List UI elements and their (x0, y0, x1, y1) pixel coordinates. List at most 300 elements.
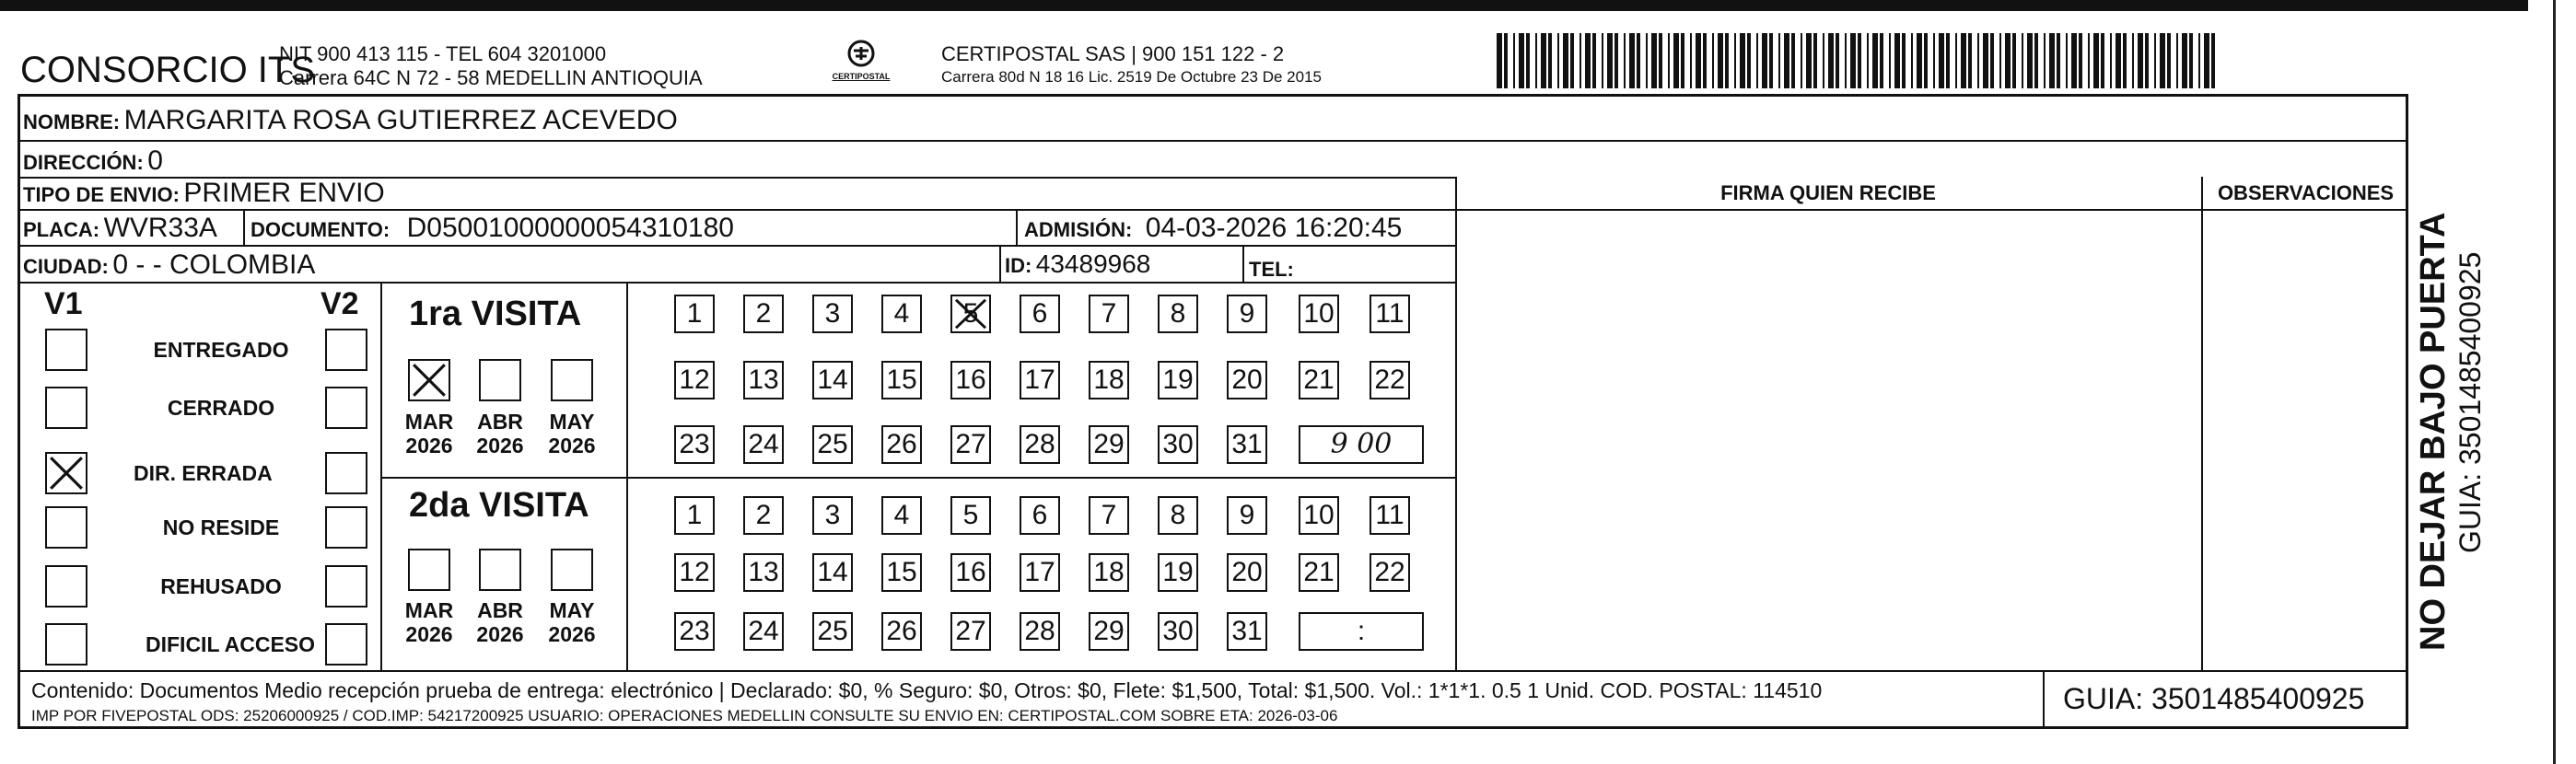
barcode-bar (1990, 33, 1994, 88)
barcode-bar (1894, 33, 1900, 88)
ciudad-label: CIUDAD: (23, 255, 109, 278)
status-label: ENTREGADO (153, 338, 289, 362)
barcode-bar (2101, 33, 2104, 88)
barcode-bar (1690, 33, 1692, 88)
barcode-bar (2204, 33, 2209, 88)
month-year: 2026 (405, 622, 453, 646)
day-box[interactable] (1227, 553, 1267, 592)
day-box[interactable] (674, 553, 715, 592)
barcode-bar (1563, 33, 1568, 88)
barcode-bar (2093, 33, 2099, 88)
barcode-bar (1961, 33, 1966, 88)
barcode-bar (2022, 33, 2023, 88)
day-box[interactable] (1158, 553, 1198, 592)
company-info-line-1: NIT 900 413 115 - TEL 604 3201000 (279, 42, 607, 65)
day-number: 25 (817, 616, 848, 646)
day-number: 1 (686, 298, 703, 329)
day-box[interactable] (881, 425, 922, 464)
panel-divider (626, 282, 628, 670)
v1-checkbox[interactable] (45, 506, 87, 549)
tipo-envio-value: PRIMER ENVIO (183, 178, 385, 208)
first-visit-label: 1ra VISITA (409, 295, 582, 333)
x-mark-icon (47, 454, 86, 492)
day-box[interactable] (1158, 496, 1198, 535)
day-number: 21 (1303, 557, 1335, 587)
barcode-bar (2160, 33, 2165, 88)
barcode-bar (1668, 33, 1670, 88)
day-number: 18 (1093, 365, 1125, 395)
day-number: 22 (1374, 557, 1405, 587)
day-box[interactable] (1370, 496, 1410, 535)
day-number: 12 (679, 557, 710, 587)
observations-area[interactable] (2203, 211, 2407, 668)
barcode-bar (2005, 33, 2011, 88)
v2-checkbox[interactable] (325, 506, 367, 549)
barcode-bar (1917, 33, 1922, 88)
day-box[interactable] (950, 361, 991, 399)
day-number: 29 (1093, 429, 1125, 459)
tipo-envio-label: TIPO DE ENVIO: (23, 183, 180, 206)
day-number: 30 (1162, 616, 1194, 646)
v1-checkbox[interactable] (45, 329, 87, 371)
barcode-bar (2189, 33, 2193, 88)
day-box[interactable] (812, 496, 853, 535)
barcode-bar (1872, 33, 1878, 88)
day-number: 5 (962, 500, 979, 530)
day-box[interactable] (1020, 553, 1060, 592)
day-box[interactable] (1089, 496, 1129, 535)
day-number: 1 (686, 500, 703, 530)
barcode-bar (1769, 33, 1773, 88)
day-box[interactable] (743, 553, 784, 592)
row-divider (17, 282, 1455, 284)
month-checkbox[interactable] (551, 549, 593, 591)
day-box[interactable] (1089, 553, 1129, 592)
barcode-bar (1497, 33, 1502, 88)
direccion-value: 0 (147, 145, 163, 176)
month-checkbox[interactable] (551, 359, 593, 401)
day-box[interactable] (743, 295, 784, 333)
barcode-bar (2154, 33, 2156, 88)
day-box[interactable] (1227, 425, 1267, 464)
day-box[interactable] (1370, 361, 1410, 399)
day-box[interactable] (1089, 295, 1129, 333)
company-name: CONSORCIO ITS (20, 50, 316, 90)
visit-divider (380, 477, 1455, 479)
month-name: ABR (477, 598, 523, 622)
day-box[interactable] (743, 496, 784, 535)
nombre-label: NOMBRE: (23, 110, 121, 133)
barcode-bar (1526, 33, 1530, 88)
day-box[interactable] (674, 496, 715, 535)
barcode-bar (2138, 33, 2143, 88)
day-box[interactable] (1299, 553, 1339, 592)
barcode-bar (1734, 33, 1736, 88)
top-border (0, 0, 2528, 11)
day-number: 5 (962, 298, 979, 329)
day-number: 7 (1101, 298, 1117, 329)
company-info-line-2: Carrera 64C N 72 - 58 MEDELLIN ANTIOQUIA (279, 66, 703, 89)
day-number: 22 (1374, 365, 1405, 395)
day-box[interactable] (950, 425, 991, 464)
certipostal-logo (824, 37, 898, 92)
placa-value: WVR33A (103, 213, 217, 243)
firma-header: FIRMA QUIEN RECIBE (1720, 181, 1936, 204)
v2-checkbox[interactable] (325, 452, 367, 494)
barcode-bar (1880, 33, 1883, 88)
day-box[interactable] (1158, 425, 1198, 464)
barcode-bar (1712, 33, 1714, 88)
day-number: 8 (1170, 298, 1186, 329)
barcode-bar (2044, 33, 2046, 88)
v1-checkbox[interactable] (45, 387, 87, 429)
x-mark-icon (952, 296, 989, 331)
barcode-bar (1939, 33, 1944, 88)
day-box[interactable] (881, 361, 922, 399)
barcode-bar (1968, 33, 1972, 88)
barcode-bar (1858, 33, 1861, 88)
barcode-bar (1845, 33, 1847, 88)
day-box[interactable] (1299, 361, 1339, 399)
row-divider (17, 140, 2408, 142)
month-year: 2026 (548, 622, 596, 646)
day-box[interactable] (1227, 295, 1267, 333)
month-label (397, 410, 461, 457)
day-number: 27 (955, 429, 986, 459)
day-box[interactable] (1020, 425, 1060, 464)
day-number: 13 (748, 365, 779, 395)
barcode-bar (1747, 33, 1751, 88)
day-box[interactable] (743, 361, 784, 399)
day-number: 11 (1375, 500, 1405, 530)
day-number: 21 (1303, 365, 1335, 395)
observaciones-header: OBSERVACIONES (2217, 181, 2395, 204)
barcode-bar (1784, 33, 1789, 88)
tel-label: TEL: (1249, 258, 1294, 281)
month-name: MAY (549, 598, 595, 622)
barcode-bar (1867, 33, 1869, 88)
status-label: REHUSADO (160, 574, 282, 598)
x-mark-icon (410, 361, 449, 399)
day-box[interactable] (812, 361, 853, 399)
admision-label: ADMISIÓN: (1024, 218, 1133, 241)
ciudad-field (23, 249, 315, 281)
barcode-bar (1740, 33, 1745, 88)
day-box[interactable] (1089, 425, 1129, 464)
footer-print-info: IMP POR FIVEPOSTAL ODS: 25206000925 / COD.IMP: 54217200925 USUARIO: OPERACIONES MEDELLIN CONSULTE SU ENVIO EN: CERTIPOSTAL.COM SOBRE ETA: 2026-03-06 (31, 707, 1338, 724)
field-divider (1242, 245, 1244, 282)
day-box[interactable] (1158, 361, 1198, 399)
time-value: : (1357, 616, 1366, 646)
time-value: 9 00 (1330, 428, 1393, 460)
v1-checkbox[interactable] (45, 565, 87, 608)
month-year: 2026 (476, 622, 524, 646)
month-checkbox[interactable] (408, 359, 450, 401)
month-checkbox[interactable] (408, 549, 450, 591)
barcode-bar (1548, 33, 1552, 88)
barcode-bar (1902, 33, 1906, 88)
barcode-bar (1513, 33, 1515, 88)
v2-header: V2 (321, 286, 359, 321)
month-year: 2026 (405, 434, 453, 457)
day-number: 16 (955, 365, 986, 395)
day-box[interactable] (1158, 612, 1198, 651)
v2-checkbox[interactable] (325, 329, 367, 371)
day-number: 15 (886, 557, 917, 587)
day-box[interactable] (1089, 612, 1129, 651)
day-number: 9 (1239, 500, 1255, 530)
barcode-bar (1911, 33, 1913, 88)
logo-icon (824, 37, 898, 92)
day-box[interactable] (1020, 496, 1060, 535)
day-box[interactable] (674, 361, 715, 399)
carrier-line-1: CERTIPOSTAL SAS | 900 151 122 - 2 (941, 42, 1285, 65)
barcode-bar (1718, 33, 1723, 88)
tel-field (1249, 252, 1294, 284)
day-number: 15 (886, 365, 917, 395)
day-number: 24 (748, 429, 779, 459)
v2-checkbox[interactable] (325, 387, 367, 429)
day-number: 28 (1024, 429, 1055, 459)
footer-guia-divider (2043, 670, 2045, 729)
barcode-bar (2066, 33, 2068, 88)
barcode-bar (2145, 33, 2149, 88)
barcode-bar (1602, 33, 1603, 88)
day-number: 17 (1024, 365, 1055, 395)
day-box[interactable] (674, 612, 715, 651)
signature-area[interactable] (1457, 211, 2199, 668)
footer-divider (17, 670, 2408, 672)
barcode-bar (1836, 33, 1839, 88)
day-number: 23 (679, 616, 710, 646)
day-box[interactable] (950, 553, 991, 592)
barcode-bar (1585, 33, 1591, 88)
barcode-bar (2027, 33, 2033, 88)
field-divider (999, 245, 1001, 282)
day-box[interactable] (950, 496, 991, 535)
barcode-bar (1637, 33, 1640, 88)
day-box[interactable] (743, 425, 784, 464)
day-number: 26 (886, 429, 917, 459)
day-number: 14 (817, 365, 848, 395)
day-box[interactable] (1020, 361, 1060, 399)
month-checkbox[interactable] (479, 549, 521, 591)
barcode-bar (1541, 33, 1546, 88)
day-box[interactable] (812, 295, 853, 333)
day-number: 19 (1162, 557, 1194, 587)
day-number: 2 (755, 298, 772, 329)
barcode-bar (2176, 33, 2178, 88)
status-label: CERRADO (167, 396, 275, 420)
direccion-field (23, 145, 163, 177)
day-number: 14 (817, 557, 848, 587)
month-label (540, 410, 604, 457)
day-box[interactable] (881, 295, 922, 333)
carrier-line-2: Carrera 80d N 18 16 Lic. 2519 De Octubre 23 De 2015 (941, 68, 1322, 86)
day-number: 16 (955, 557, 986, 587)
day-number: 19 (1162, 365, 1194, 395)
barcode-bar (1703, 33, 1707, 88)
day-number: 13 (748, 557, 779, 587)
barcode-bar (1801, 33, 1802, 88)
month-checkbox[interactable] (479, 359, 521, 401)
barcode-bar (2057, 33, 2060, 88)
day-box[interactable] (881, 553, 922, 592)
day-box[interactable] (881, 496, 922, 535)
id-field (1005, 249, 1150, 279)
barcode-bar (2123, 33, 2127, 88)
month-label (468, 598, 532, 646)
day-number: 29 (1093, 616, 1125, 646)
barcode-bar (2012, 33, 2016, 88)
barcode-bar (1535, 33, 1537, 88)
placa-field (23, 213, 217, 244)
status-label: NO RESIDE (162, 515, 280, 539)
month-label (468, 410, 532, 457)
month-year: 2026 (476, 434, 524, 457)
day-box[interactable] (1020, 295, 1060, 333)
barcode-bar (2132, 33, 2134, 88)
barcode-bar (1519, 33, 1524, 88)
barcode-bar (1762, 33, 1767, 88)
barcode-bar (1579, 33, 1581, 88)
barcode-bar (1614, 33, 1618, 88)
barcode-bar (2167, 33, 2171, 88)
day-box[interactable] (743, 612, 784, 651)
day-box[interactable] (1299, 496, 1339, 535)
day-number: 4 (893, 500, 910, 530)
day-box[interactable] (812, 553, 853, 592)
day-number: 31 (1231, 616, 1263, 646)
side-guia-number: GUIA: 3501485400925 (2454, 251, 2487, 553)
barcode-bar (1725, 33, 1729, 88)
barcode-bar (1624, 33, 1626, 88)
ciudad-value: 0 - - COLOMBIA (112, 249, 316, 280)
id-value: 43489968 (1035, 249, 1151, 278)
day-box[interactable] (1227, 612, 1267, 651)
day-box[interactable] (1299, 295, 1339, 333)
day-number: 27 (955, 616, 986, 646)
day-number: 6 (1032, 298, 1048, 329)
nombre-value: MARGARITA ROSA GUTIERREZ ACEVEDO (123, 105, 678, 135)
day-number: 3 (824, 500, 841, 530)
barcode-bar (2182, 33, 2187, 88)
day-box[interactable] (1227, 496, 1267, 535)
barcode-bar (1504, 33, 1508, 88)
barcode-bar (1756, 33, 1758, 88)
admision-value: 04-03-2026 16:20:45 (1145, 213, 1403, 243)
day-box[interactable] (1158, 295, 1198, 333)
barcode-bar (1955, 33, 1957, 88)
barcode-bar (1592, 33, 1596, 88)
day-box[interactable] (812, 425, 853, 464)
day-box[interactable] (674, 295, 715, 333)
day-number: 17 (1024, 557, 1055, 587)
day-box[interactable] (1370, 553, 1410, 592)
v1-checkbox[interactable] (45, 452, 87, 494)
day-box[interactable] (950, 612, 991, 651)
v1-checkbox[interactable] (45, 623, 87, 666)
day-number: 10 (1303, 500, 1335, 530)
barcode-bar (1828, 33, 1834, 88)
day-number: 12 (679, 365, 710, 395)
barcode-bar (1889, 33, 1891, 88)
day-box[interactable] (881, 612, 922, 651)
documento-label: DOCUMENTO: (251, 218, 390, 241)
barcode-bar (2110, 33, 2112, 88)
month-label (540, 598, 604, 646)
month-name: MAY (549, 410, 595, 434)
v2-checkbox[interactable] (325, 623, 367, 666)
day-number: 7 (1101, 500, 1117, 530)
barcode-bar (2071, 33, 2077, 88)
time-box[interactable] (1299, 612, 1424, 651)
day-box[interactable] (1370, 295, 1410, 333)
no-dejar-warning: NO DEJAR BAJO PUERTA (2414, 212, 2453, 651)
barcode-bar (1607, 33, 1613, 88)
day-box[interactable] (812, 612, 853, 651)
day-number: 20 (1231, 365, 1263, 395)
barcode-bar (1983, 33, 1988, 88)
day-number: 11 (1375, 298, 1405, 329)
day-number: 4 (893, 298, 910, 329)
second-visit-label: 2da VISITA (409, 486, 589, 525)
documento-field (251, 213, 734, 244)
day-number: 8 (1170, 500, 1186, 530)
day-box[interactable] (950, 295, 991, 333)
barcode-bar (1651, 33, 1657, 88)
month-label (397, 598, 461, 646)
barcode (1497, 33, 2224, 88)
status-label: DIR. ERRADA (134, 461, 273, 485)
field-divider (1016, 209, 1018, 245)
day-number: 28 (1024, 616, 1055, 646)
placa-label: PLACA: (23, 218, 100, 241)
month-name: ABR (477, 410, 523, 434)
id-label: ID: (1005, 254, 1032, 277)
day-box[interactable] (1020, 612, 1060, 651)
day-number: 3 (824, 298, 841, 329)
v2-checkbox[interactable] (325, 565, 367, 608)
barcode-bar (1791, 33, 1795, 88)
barcode-bar (1977, 33, 1979, 88)
barcode-bar (1823, 33, 1824, 88)
day-box[interactable] (674, 425, 715, 464)
barcode-bar (2079, 33, 2082, 88)
day-number: 23 (679, 429, 710, 459)
day-number: 25 (817, 429, 848, 459)
barcode-bar (1933, 33, 1935, 88)
day-box[interactable] (1227, 361, 1267, 399)
nombre-field (23, 105, 678, 136)
day-number: 31 (1231, 429, 1263, 459)
direccion-label: DIRECCIÓN: (23, 151, 144, 174)
tipo-envio-field (23, 178, 385, 209)
barcode-bar (2088, 33, 2090, 88)
barcode-bar (2034, 33, 2038, 88)
field-divider (243, 209, 245, 245)
barcode-bar (2116, 33, 2121, 88)
footer-guia-number: GUIA: 3501485400925 (2063, 682, 2365, 715)
row-divider (17, 245, 1455, 247)
barcode-bar (1681, 33, 1684, 88)
day-box[interactable] (1089, 361, 1129, 399)
barcode-bar (1924, 33, 1928, 88)
time-box[interactable] (1299, 425, 1424, 464)
right-edge-border (2553, 0, 2565, 764)
barcode-bar (1806, 33, 1812, 88)
barcode-bar (1696, 33, 1701, 88)
